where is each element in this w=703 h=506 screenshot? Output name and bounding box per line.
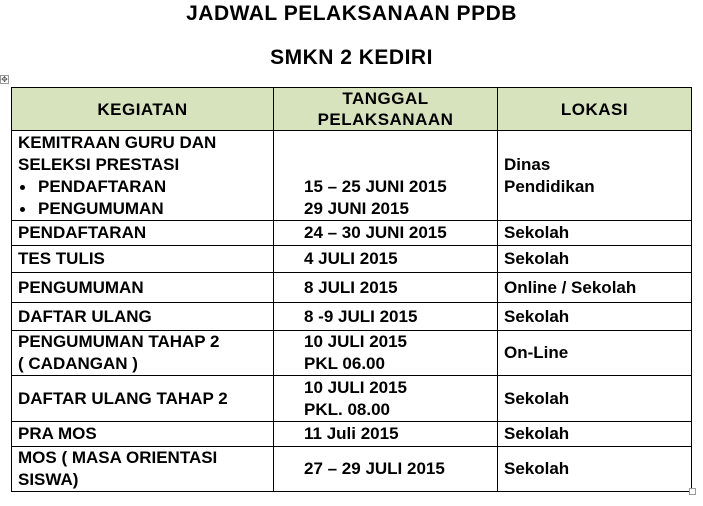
tanggal-line1: 10 JULI 2015 (304, 377, 408, 397)
cell-tanggal: 27 – 29 JULI 2015 (274, 447, 498, 492)
bullet-item: PENDAFTARAN (18, 176, 267, 198)
schedule-table (11, 87, 692, 492)
cell-kegiatan: PRA MOS (12, 422, 274, 447)
cell-lokasi: Sekolah (498, 447, 692, 492)
header-tanggal-line1: TANGGAL (342, 89, 429, 108)
table-header-row (12, 88, 692, 131)
kegiatan-line1: MOS ( MASA ORIENTASI (18, 448, 218, 467)
cell-lokasi (498, 131, 692, 221)
cell-tanggal: 8 JULI 2015 (274, 273, 498, 303)
cell-lokasi: Sekolah (498, 246, 692, 273)
bullet-list (18, 176, 267, 220)
tanggal-line2: 29 JUNI 2015 (304, 199, 409, 218)
cell-tanggal: 4 JULI 2015 (274, 246, 498, 273)
table-row (12, 246, 692, 273)
cell-tanggal: 24 – 30 JUNI 2015 (274, 221, 498, 246)
table-row (12, 303, 692, 331)
document-subtitle: SMKN 2 KEDIRI (270, 46, 433, 69)
lokasi-line2: Pendidikan (504, 176, 595, 196)
cell-lokasi: Sekolah (498, 303, 692, 331)
cell-tanggal (274, 376, 498, 422)
header-kegiatan: KEGIATAN (12, 88, 274, 131)
table-row (12, 376, 692, 422)
document-title: JADWAL PELAKSANAAN PPDB (186, 2, 517, 25)
kegiatan-line2: SELEKSI PRESTASI (18, 154, 180, 174)
cell-lokasi: Sekolah (498, 221, 692, 246)
table-row (12, 331, 692, 376)
tanggal-line2: PKL 06.00 (304, 354, 385, 373)
kegiatan-line1: PENGUMUMAN TAHAP 2 (18, 332, 220, 351)
table-row (12, 447, 692, 492)
cell-tanggal (274, 331, 498, 376)
table-move-handle-icon[interactable]: ✥ (1, 75, 8, 84)
table-resize-handle[interactable] (689, 488, 696, 495)
cell-tanggal: 8 -9 JULI 2015 (274, 303, 498, 331)
header-tanggal (274, 88, 498, 131)
table-row (12, 422, 692, 447)
cell-kegiatan: DAFTAR ULANG (12, 303, 274, 331)
cell-kegiatan (12, 131, 274, 221)
table-row (12, 273, 692, 303)
lokasi-line1: Dinas (504, 154, 551, 174)
cell-tanggal: 11 Juli 2015 (274, 422, 498, 447)
cell-tanggal (274, 131, 498, 221)
bullet-item: PENGUMUMAN (18, 198, 267, 220)
table-row (12, 131, 692, 221)
tanggal-line2: PKL. 08.00 (304, 399, 390, 419)
cell-lokasi: Online / Sekolah (498, 273, 692, 303)
cell-kegiatan: DAFTAR ULANG TAHAP 2 (12, 376, 274, 422)
cell-lokasi: Sekolah (498, 422, 692, 447)
cell-lokasi: Sekolah (498, 376, 692, 422)
cell-lokasi: On-Line (498, 331, 692, 376)
kegiatan-line1: KEMITRAAN GURU DAN (18, 132, 217, 152)
cell-kegiatan: PENGUMUMAN (12, 273, 274, 303)
tanggal-line1: 15 – 25 JUNI 2015 (304, 177, 447, 196)
header-lokasi: LOKASI (498, 88, 692, 131)
cell-kegiatan: TES TULIS (12, 246, 274, 273)
cell-kegiatan (12, 331, 274, 376)
header-tanggal-line2: PELAKSANAAN (317, 110, 454, 129)
tanggal-line1: 10 JULI 2015 (304, 332, 408, 351)
cell-kegiatan: PENDAFTARAN (12, 221, 274, 246)
kegiatan-line2: SISWA) (18, 470, 79, 489)
kegiatan-line2: ( CADANGAN ) (18, 354, 138, 373)
cell-kegiatan (12, 447, 274, 492)
table-row (12, 221, 692, 246)
